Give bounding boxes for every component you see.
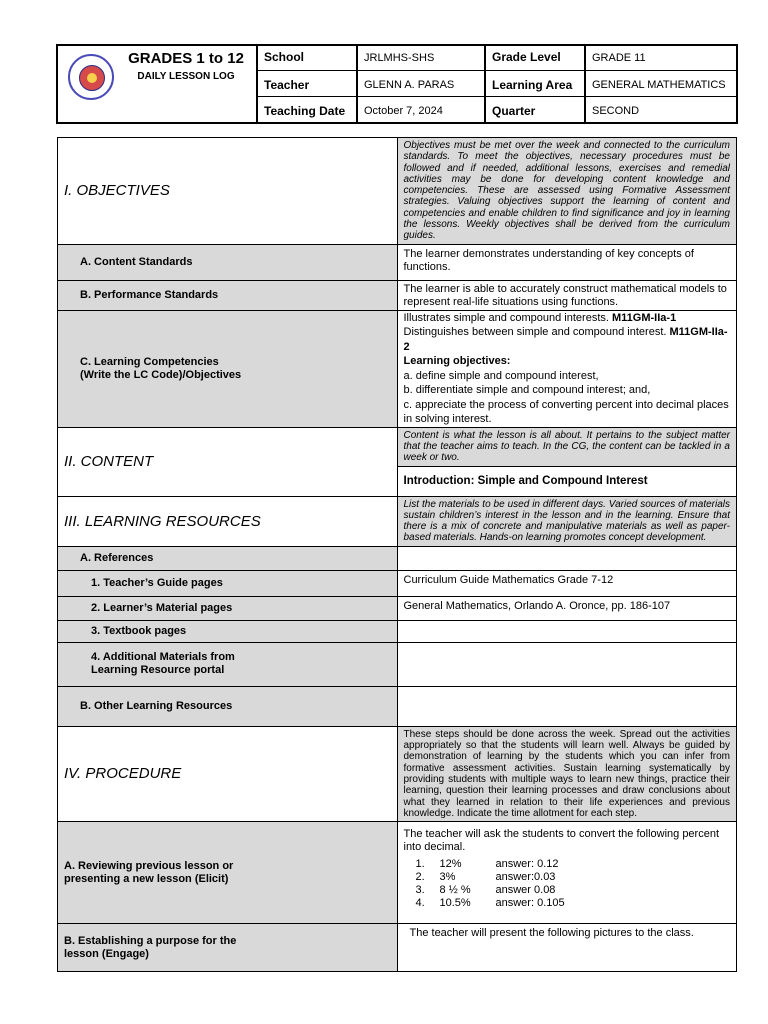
percent-item [410,897,731,910]
additional-materials-value [397,642,737,686]
lc-code-1: M11GM-IIa-1 [612,311,677,324]
purpose-value: The teacher will present the following pictures to the class. [397,924,737,972]
am-label-line1: 4. Additional Materials from [91,651,235,664]
percent-item-answer: answer:0.03 [495,871,556,884]
teacher-label: Teacher [256,72,356,98]
lc-line-1 [404,311,731,326]
lc-text-1: Illustrates simple and compound interests. [403,311,612,324]
percent-item-value: 8 ½ % [439,884,471,897]
school-label: School [256,46,356,72]
percent-item-answer: answer: 0.12 [495,858,559,871]
review-intro: The teacher will ask the students to convert the following percent into decimal. [403,828,720,854]
content-standards-label: A. Content Standards [58,244,398,280]
learning-competencies-label [58,310,398,427]
learning-objectives-heading: Learning objectives: [403,355,511,368]
review-label-line1: A. Reviewing previous lesson or [64,859,234,872]
percent-item-answer: answer: 0.105 [495,897,565,910]
reviewing-lesson-label [58,822,398,924]
deped-seal-icon [68,54,114,100]
objective-a: a. define simple and compound interest, [403,369,599,382]
log-subtitle: DAILY LESSON LOG [137,71,235,82]
purpose-label-line1: B. Establishing a purpose for the [64,934,237,947]
performance-standards-value: The learner is able to accurately construct mathematical models to represent real-life situations using functions. [397,280,737,310]
percent-item-number: 1. [415,858,425,871]
review-label-line2: presenting a new lesson (Elicit) [64,872,229,885]
learning-area-value: GENERAL MATHEMATICS [584,72,736,98]
teaching-date-value: October 7, 2024 [356,98,484,124]
procedure-heading: IV. PROCEDURE [58,726,398,821]
additional-materials-label [58,642,398,686]
am-label-line2: Learning Resource portal [91,664,225,677]
learners-material-label: 2. Learner’s Material pages [58,596,398,620]
objective-b: b. differentiate simple and compound interest; and, [403,384,651,397]
percent-item-value: 12% [439,858,462,871]
references-value [397,546,737,570]
teaching-date-label: Teaching Date [256,98,356,124]
percent-item [410,884,731,897]
purpose-label-line2: lesson (Engage) [64,947,149,960]
percent-item-value: 10.5% [439,897,471,910]
teachers-guide-label: 1. Teacher’s Guide pages [58,570,398,596]
learning-resources-note: List the materials to be used in different days. Varied sources of materials sustain children’s interest in the lesson and in the learning. Ensure that there is a mix of concrete and manipulative materials as well as paper-based materials. Hands-on learning promotes concept development. [397,496,737,546]
content-topic: Introduction: Simple and Compound Interest [397,466,737,496]
quarter-label: Quarter [484,98,584,124]
quarter-value: SECOND [584,98,736,124]
school-value: JRLMHS-SHS [356,46,484,72]
textbook-pages-value [397,620,737,642]
percent-item-value: 3% [439,871,456,884]
content-note: Content is what the lesson is all about. It pertains to the subject matter that the teacher aims to teach. In the CG, the content can be tackled in a week or two. [397,427,737,466]
references-label: A. References [58,546,398,570]
learners-material-value: General Mathematics, Orlando A. Oronce, pp. 186-107 [397,596,737,620]
content-heading: II. CONTENT [58,427,398,496]
content-standards-value: The learner demonstrates understanding of key concepts of functions. [397,244,737,280]
percent-item-number: 2. [415,871,425,884]
learning-resources-heading: III. LEARNING RESOURCES [58,496,398,546]
procedure-note: These steps should be done across the week. Spread out the activities appropriately so that the students will learn well. Always be guided by demonstration of learning by the students which you can infer from formative assessment activities. Sustain learning systematically by providing students with multiple ways to learn new things, practice their learning, question their learning processes and draw conclusions about what they learned in relation to their life experiences and previous knowledge. Indicate the time allotment for each step. [397,726,737,821]
percent-item-number: 3. [415,884,425,897]
teachers-guide-value: Curriculum Guide Mathematics Grade 7-12 [397,570,737,596]
percent-item-number: 4. [415,897,425,910]
percent-item [410,858,731,871]
lesson-log-header [56,44,738,124]
performance-standards-label: B. Performance Standards [58,280,398,310]
grade-level-value: GRADE 11 [584,46,736,72]
objectives-heading: I. OBJECTIVES [58,138,398,245]
lc-label-line2: (Write the LC Code)/Objectives [80,368,242,381]
teacher-value: GLENN A. PARAS [356,72,484,98]
other-resources-label: B. Other Learning Resources [58,686,398,726]
percent-item-answer: answer 0.08 [495,884,556,897]
learning-competencies-value [397,310,737,427]
lesson-log-table [57,137,737,972]
lc-text-2: Distinguishes between simple and compound interest. [403,326,670,339]
lc-label-line1: C. Learning Competencies [80,355,219,368]
lc-code-2: M11GM-IIa-2 [403,326,728,353]
lc-line-2 [404,325,731,354]
textbook-pages-label: 3. Textbook pages [58,620,398,642]
reviewing-lesson-value [397,822,737,924]
log-title: GRADES 1 to 12 [128,50,244,67]
other-resources-value [397,686,737,726]
grade-level-label: Grade Level [484,46,584,72]
learning-area-label: Learning Area [484,72,584,98]
objective-c: c. appreciate the process of converting percent into decimal places in solving interest. [403,398,729,426]
percent-item [410,871,731,884]
percent-list [404,858,731,910]
purpose-label [58,924,398,972]
objectives-note: Objectives must be met over the week and connected to the curriculum standards. To meet the objectives, necessary procedures must be followed and if needed, additional lessons, exercises and remedial activities may be done for developing content knowledge and competencies. These are assessed using Formative Assessment strategies. Valuing objectives support the learning of content and competencies and enable children to find significance and joy in learning the lessons. Weekly objectives shall be derived from the curriculum guides. [397,138,737,245]
